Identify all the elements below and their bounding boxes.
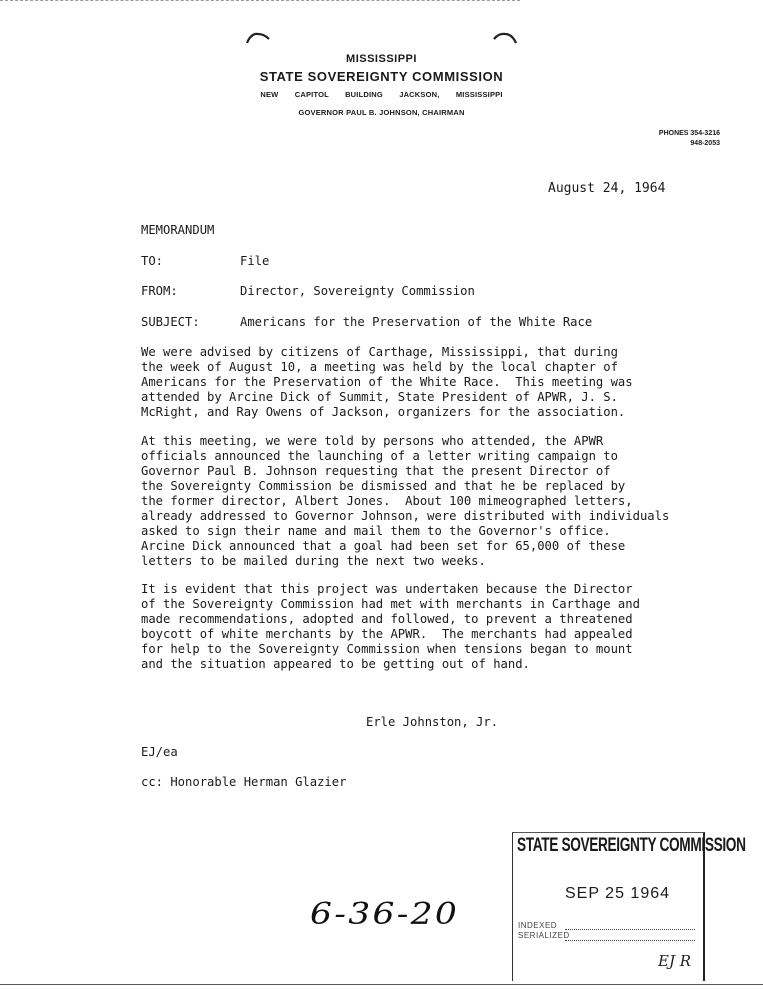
handwritten-initials: EJ R xyxy=(658,952,692,970)
to-label: TO: xyxy=(141,254,164,268)
stamp-indexed: INDEXED xyxy=(518,921,558,930)
top-edge-line xyxy=(0,0,520,1)
typist-initials: EJ/ea xyxy=(141,745,178,759)
body-paragraph-2: At this meeting, we were told by persons who attended, the APWR officials announced the launching of a letter writing campaign to Governor Paul B. Johnson requesting that the present Director of the Sovereignty Commission be dismissed and that he be replaced by the former director, Albert Jones. About 100 mimeographed letters, already addressed to Governor Johnson, were distributed with individuals asked to sign their name and mail them to the Governor's office. Arcine Dick announced that a goal had been set for 65,000 of these letters to be mailed during the next two weeks. xyxy=(141,434,670,568)
letterhead-chairman: GOVERNOR PAUL B. JOHNSON, CHAIRMAN xyxy=(298,108,465,117)
from-value: Director, Sovereignty Commission xyxy=(240,284,475,298)
stamp-serialized: SERIALIZED xyxy=(518,931,570,940)
signature: Erle Johnston, Jr. xyxy=(366,715,499,729)
memo-date: August 24, 1964 xyxy=(548,181,666,196)
subject-value: Americans for the Preservation of the White Race xyxy=(240,315,593,329)
letterhead-ornament-left xyxy=(245,30,271,46)
phone-line-2: 948-2053 xyxy=(690,140,720,147)
stamp-title: STATE SOVEREIGNTY COMMISSION xyxy=(517,835,746,856)
body-paragraph-3: It is evident that this project was undertaken because the Director of the Sovereignty Commission had met with merchants in Carthage and made recommendations, adopted and followed, to prevent a threatened boycott of white merchants by the APWR. The merchants had appealed for help to the Sovereignty Commission when tensions began to mount and the situation appeared to be getting out of hand. xyxy=(141,582,640,671)
cc-line: cc: Honorable Herman Glazier xyxy=(141,775,347,789)
letterhead-commission: STATE SOVEREIGNTY COMMISSION xyxy=(259,69,504,84)
from-label: FROM: xyxy=(141,284,178,298)
letterhead-state: MISSISSIPPI xyxy=(346,53,417,65)
to-value: File xyxy=(240,254,270,268)
stamp-date: SEP 25 1964 xyxy=(565,885,671,902)
stamp-serialized-line xyxy=(565,940,695,941)
subject-label: SUBJECT: xyxy=(141,315,200,329)
letterhead-ornament-right xyxy=(492,30,518,46)
bottom-edge-line xyxy=(0,984,763,985)
stamp-indexed-line xyxy=(565,929,695,930)
phone-line-1: PHONES 354-3216 xyxy=(658,130,720,137)
body-paragraph-1: We were advised by citizens of Carthage, Mississippi, that during the week of August 10, a meeting was held by the local chapter of Americans for the Preservation of the White Race. This meeting was attended by Arcine Dick of Summit, State President of APWR, J. S. McRight, and Ray Owens of Jackson, organizers for the association. xyxy=(141,345,633,419)
memo-heading: MEMORANDUM xyxy=(141,223,215,237)
handwritten-file-number: 6-36-20 xyxy=(310,897,460,932)
letterhead-address: NEW CAPITOL BUILDING JACKSON, MISSISSIPPI xyxy=(260,90,503,99)
